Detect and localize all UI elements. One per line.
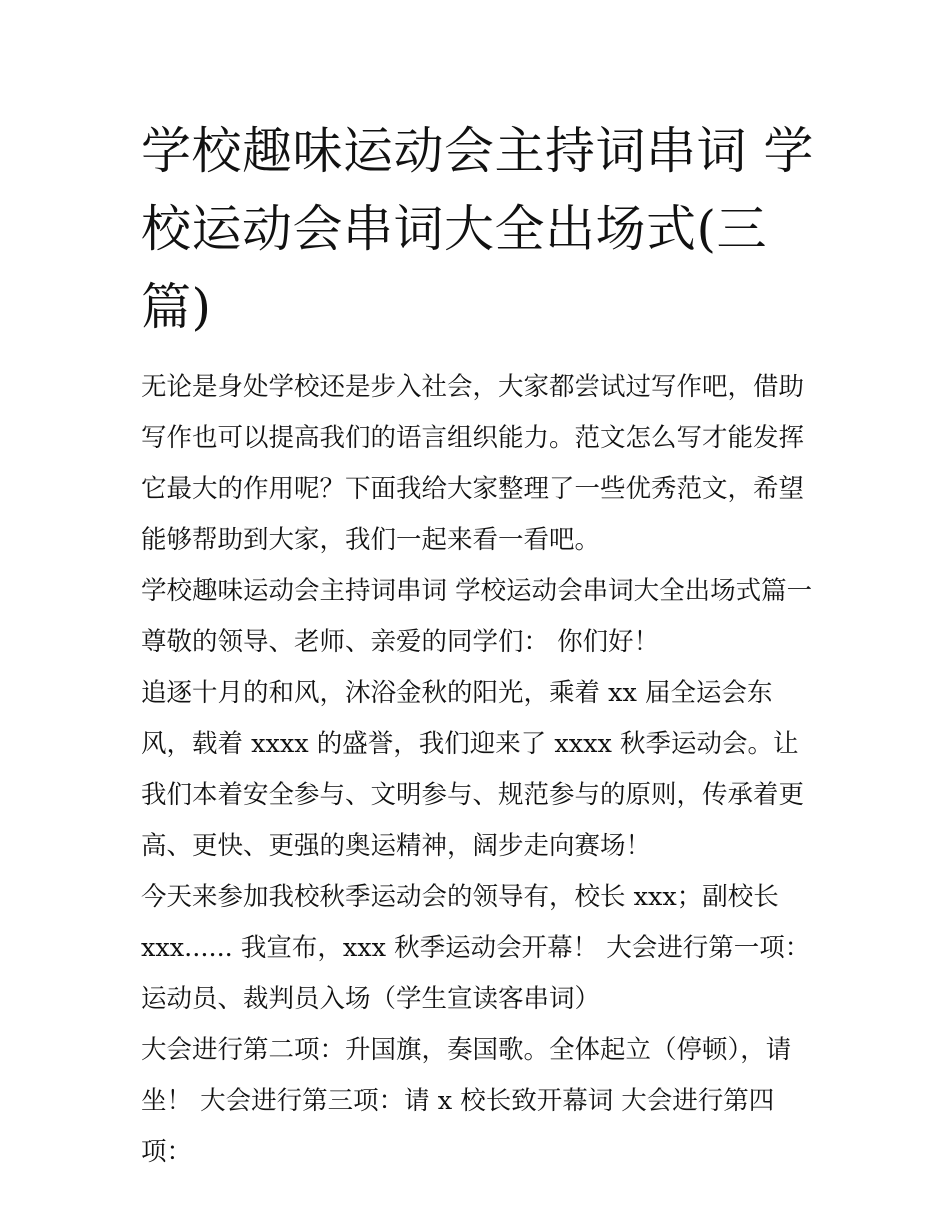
document-title: 学校趣味运动会主持词串词 学校运动会串词大全出场式(三篇) [141, 122, 814, 336]
paragraph-leaders: 今天来参加我校秋季运动会的领导有，校长 xxx；副校长 xxx...... 我宣布，xxx 秋季运动会开幕！ 大会进行第一项：运动员、裁判员入场（学生宣读客串词） [141, 882, 811, 1014]
document-content [141, 112, 821, 1178]
paragraph-section-heading: 学校趣味运动会主持词串词 学校运动会串词大全出场式篇一 [141, 576, 813, 606]
paragraph-opening: 追逐十月的和风，沐浴金秋的阳光，乘着 xx 届全运会东风，载着 xxxx 的盛誉，我们迎来了 xxxx 秋季运动会。让我们本着安全参与、文明参与、规范参与的原则，传承着更高、更快、更强的奥运精神，阔步走向赛场！ [141, 678, 805, 861]
paragraph-agenda: 大会进行第二项：升国旗，奏国歌。全体起立（停顿），请坐！ 大会进行第三项：请 x 校长致开幕词 大会进行第四项： [141, 1035, 792, 1167]
paragraph-greeting: 尊敬的领导、老师、亲爱的同学们： 你们好！ [141, 627, 660, 657]
paragraph-intro: 无论是身处学校还是步入社会，大家都尝试过写作吧，借助写作也可以提高我们的语言组织能力。范文怎么写才能发挥它最大的作用呢？下面我给大家整理了一些优秀范文，希望能够帮助到大家，我们一起来看一看吧。 [141, 372, 805, 555]
document-body [141, 362, 821, 1178]
